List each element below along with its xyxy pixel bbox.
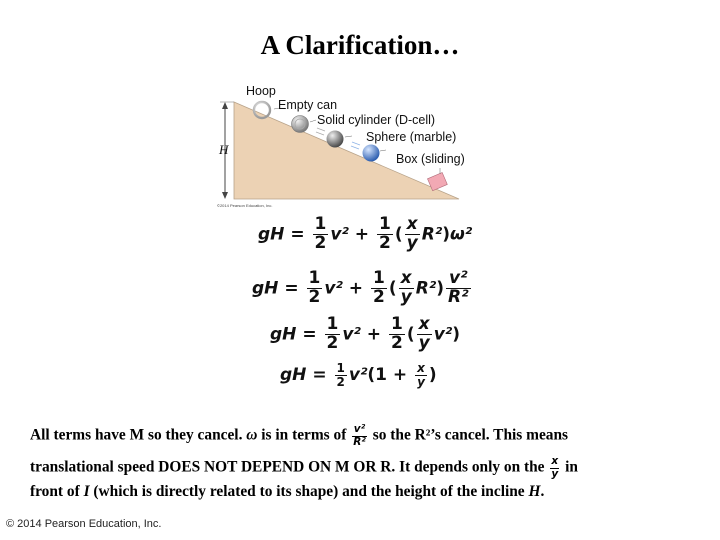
sphere-label: Sphere (marble): [366, 130, 457, 144]
incline-diagram: [214, 82, 484, 212]
equation-2: gH = $\frac{1}{2}$ v² + $\frac{1}{2}$ ( $\frac{x}{y}$ R²) $\frac{\text{v²}}{\text{R²}}$: [252, 268, 469, 307]
sphere-icon: [363, 145, 380, 162]
slide-title: A Clarification…: [260, 30, 460, 60]
equation-1: gH = $\frac{1}{2}$ v² + $\frac{1}{2}$ ( $\frac{x}{y}$ R²)ω²: [258, 214, 473, 253]
copyright-footer: © 2014 Pearson Education, Inc.: [6, 518, 162, 530]
box-label: Box (sliding): [396, 152, 465, 166]
equation-4: gH = $\frac{1}{2}$ v²(1 + $\frac{x}{y}$ ): [280, 361, 437, 389]
hoop-label: Hoop: [246, 84, 276, 98]
solid-cylinder-label: Solid cylinder (D-cell): [317, 113, 436, 127]
figure-credit: ©2014 Pearson Education, Inc.: [217, 203, 273, 208]
paragraph-line-3: front of I (which is directly related to its shape) and the height of the incline H.: [30, 483, 545, 500]
height-label: H: [219, 142, 229, 157]
solid-cylinder-icon: [327, 131, 344, 148]
paragraph-line-1: All terms have M so they cancel. ω is in terms of $\frac{\text{v²}}{\text{R²}}$ so the R²’s cancel. This means: [30, 423, 569, 448]
empty-can-icon: [292, 116, 309, 133]
incline-figure: [214, 82, 484, 212]
paragraph-line-2: translational speed DOES NOT DEPEND ON M OR R. It depends only on the $\frac{x}{y}$ in: [30, 455, 578, 480]
equation-3: gH = $\frac{1}{2}$ v² + $\frac{1}{2}$ ( $\frac{x}{y}$ v²): [270, 314, 460, 353]
empty-can-label: Empty can: [278, 98, 338, 112]
